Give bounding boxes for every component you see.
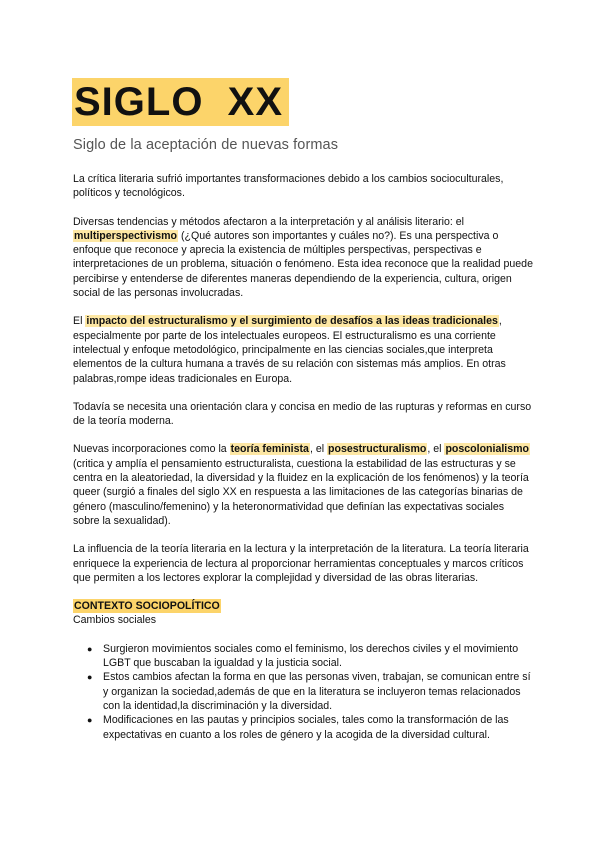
paragraph-2-text-a: Diversas tendencias y métodos afectaron a la interpretación y al análisis literario: el	[73, 215, 464, 228]
title-block	[72, 78, 289, 126]
paragraph-6: La influencia de la teoría literaria en la lectura y la interpretación de la literatura. La teoría literaria enriquece la experiencia de lectura al proporcionar herramientas conceptuales y marcos críticos que permiten a los lectores explorar la complejidad y diversidad de las obras literarias.	[73, 543, 529, 584]
bullet-icon: ●	[87, 672, 93, 683]
paragraph-5-text-d: (critica y amplía el pensamiento estructuralista, cuestiona la estabilidad de las estructuras y se centra en la aleatoriedad, la diversidad y la fluidez en la explicación de los fenómenos) y la teoría queer (surgió a finales del siglo XX en respuesta a las limitaciones de las categorías binarias de género (masculino/femenino) y la heteronormatividad que definían las expectativas sociales sobre la sexualidad).	[73, 457, 529, 527]
page-subtitle: Siglo de la aceptación de nuevas formas	[73, 137, 339, 153]
bullet-icon: ●	[87, 643, 93, 654]
paragraph-3-text-b: , especialmente por parte de los intelectuales europeos. El estructuralismo es una corriente intelectual y enfoque metodológico, principalmente en las ciencias sociales,que interpreta elementos de la cultura humana a través de su relación con sistemas más amplios. En otras palabras,rompe ideas tradicionales en Europa.	[73, 315, 506, 385]
bullet-icon: ●	[87, 715, 93, 726]
section-heading: CONTEXTO SOCIOPOLÍTICO	[74, 600, 220, 613]
bullet-list	[73, 642, 533, 742]
highlight-poscolonialismo: poscolonialismo	[445, 443, 530, 456]
paragraph-5	[73, 442, 533, 528]
paragraph-5-text-c: , el	[427, 443, 445, 456]
paragraph-3	[73, 314, 533, 385]
paragraph-5-text-b: , el	[309, 443, 328, 456]
list-item	[87, 642, 533, 671]
document-body	[73, 172, 533, 742]
section-contexto	[73, 599, 533, 742]
list-item-text: Estos cambios afectan la forma en que las personas viven, trabajan, se comunican entre sí y organizan la sociedad,además de que en la literatura se incluyeron temas relacionados con la identidad,la discriminación y la diversidad.	[103, 671, 531, 712]
paragraph-3-text-a: El	[73, 315, 86, 328]
highlight-teoria-feminista: teoría feminista	[230, 443, 309, 456]
page-title: SIGLO XX	[72, 78, 289, 126]
paragraph-2	[73, 215, 533, 301]
paragraph-2-text-b: (¿Qué autores son importantes y cuáles no?). Es una perspectiva o enfoque que reconoce y aprecia la existencia de múltiples perspectivas, perspectivas e interpretaciones de un problema, situación o fenómeno. Esta idea reconoce que la realidad puede percibirse y entenderse de diferentes maneras dependiendo de la experiencia, cultura, origen social de las personas involucradas.	[73, 229, 533, 300]
list-item-text: Surgieron movimientos sociales como el feminismo, los derechos civiles y el movimiento LGBT que buscaban la igualdad y la justicia social.	[103, 642, 519, 670]
paragraph-4: Todavía se necesita una orientación clara y concisa en medio de las rupturas y reformas en curso de la teoría moderna.	[73, 400, 532, 428]
paragraph-1: La crítica literaria sufrió importantes transformaciones debido a los cambios socioculturales, políticos y tecnológicos.	[73, 173, 504, 200]
paragraph-5-text-a: Nuevas incorporaciones como la	[73, 443, 230, 456]
highlight-posestructuralismo: posestructuralismo	[328, 443, 427, 456]
list-item	[87, 713, 533, 742]
highlight-estructuralismo: impacto del estructuralismo y el surgimiento de desafíos a las ideas tradicionales	[86, 315, 498, 328]
section-subheading: Cambios sociales	[73, 614, 157, 627]
highlight-multiperspectivismo: multiperspectivismo	[74, 229, 178, 242]
list-item	[87, 670, 533, 713]
list-item-text: Modificaciones en las pautas y principios sociales, tales como la transformación de las expectativas en cuanto a los roles de género y la acogida de la diversidad cultural.	[103, 714, 509, 741]
